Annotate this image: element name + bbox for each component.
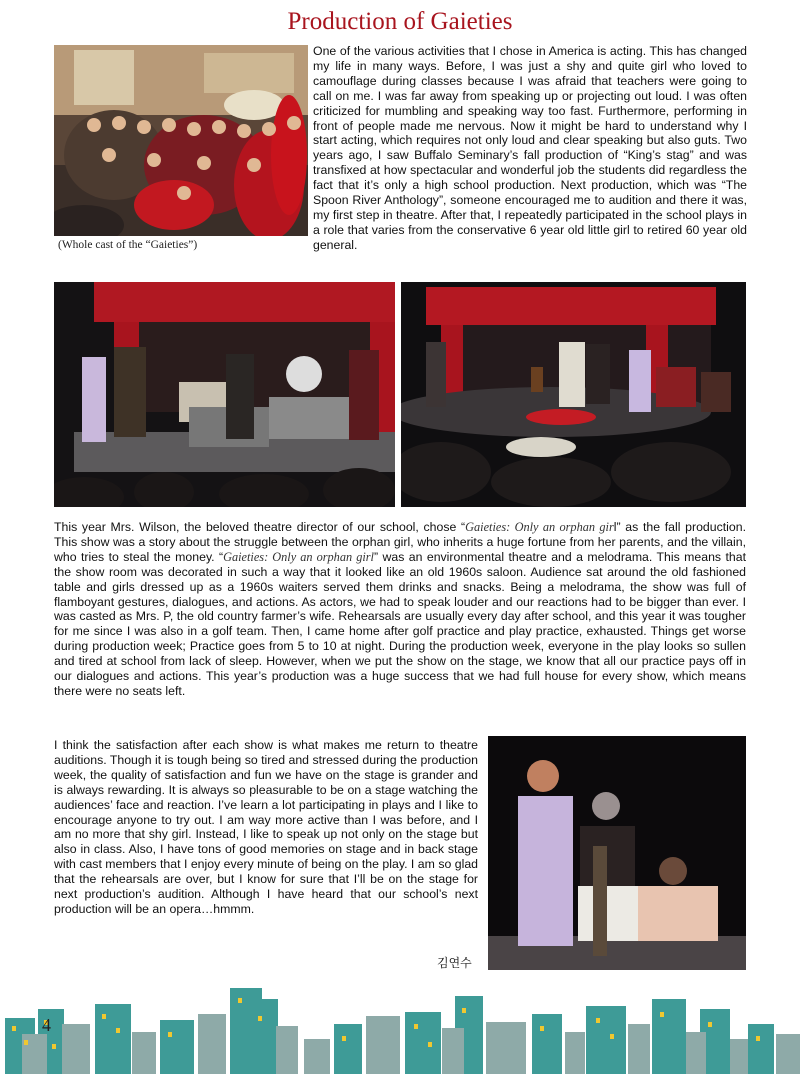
actresses-photo [488,736,746,970]
stage-photo-left [54,282,395,507]
photo-caption: (Whole cast of the “Gaieties”) [58,239,198,251]
closing-paragraph: I think the satisfaction after each show is what makes me return to theatre auditions. Though it is tough being so tired and stressed during the production week, the quality of satisfaction and fun we have on the stage is grander and is always rewarding. It is always so pleasurable to be on a stage watching the audiences’ face and reaction. I’ve learn a lot participating in plays and I like to encourage anyone to try out. I am way more active than I was before, and I am no more that shy girl. Instead, I like to speak up not only on the stage but also in class. Also, I have tons of good memories on stage and in back stage with cast members that I enjoy every minute of being on the play. I am so glad that the rehearsals are over, but I know for sure that I’ll be on the stage for next production’s audition. Although I have heard that our school’s next production will be an opera…hmmm. [54,738,478,916]
stage-photo-right [401,282,746,507]
intro-paragraph: One of the various activities that I chose in America is acting. This has changed my life in many ways. Before, I was just a shy and quite girl who loved to camouflage during classes because I was afraid that teachers were going to call on me. I was far away from speaking up or projecting out loud. I was often criticized for mumbling and speaking way too fast. Furthermore, performing in front of people made me nervous. Now it might be hard to understand why I start acting, which requires not only loud and clear speaking but also guts. Two years ago, I saw Buffalo Seminary’s fall production of “King’s stag” and was transfixed at how spectacular and wonderful job the students did regardless the fact that it’s only a high school production. Next production, which was “The Spoon River Anthology”, someone encouraged me to audition and there it was, my first step in theatre. After that, I repeatedly participated in the school plays in a role that varies from the conservative 6 year old little girl to retired 60 year old general. [313,44,747,252]
page-number: 4 [42,1015,51,1035]
page-title: Production of Gaieties [287,8,513,35]
author-signature: 김연수 [437,956,472,970]
skyline-decoration [0,984,800,1074]
cast-photo [54,45,308,236]
production-paragraph: This year Mrs. Wilson, the beloved theatre director of our school, chose “Gaieties: Only an orphan girl” as the fall production. This show was a story about the struggle between the orphan girl, who inherits a huge fortune from her parents, and the villain, who tries to steal the money. “Gaieties: Only an orphan girl” was an environmental theatre and a melodrama. This means that the show room was decorated in such a way that it looked like an old 1960s saloon. Audience sat around the old fashioned table and girls dressed up as a 1960s waiters served them drinks and snacks. Being a melodrama, the show was full of flamboyant gestures, dialogues, and actions. As actors, we had to speak louder and our reactions had to be bigger than ever. I was casted as Mrs. P, the old country farmer’s wife. Rehearsals are usually every day after school, and this year it was tougher for me since I was also in a golf team. Then, I came home after golf practice and play practice, exhausted. Things get worse during production week; Practice goes from 5 to 10 at night. During the production week, everyone in the play looks so sullen and tired at school from lack of sleep. However, when we put the show on the stage, we know that all our practice pays off in our dialogues and actions. This year’s production was a huge success that we had full house for every show, which means there were no seats left. [54,520,747,698]
